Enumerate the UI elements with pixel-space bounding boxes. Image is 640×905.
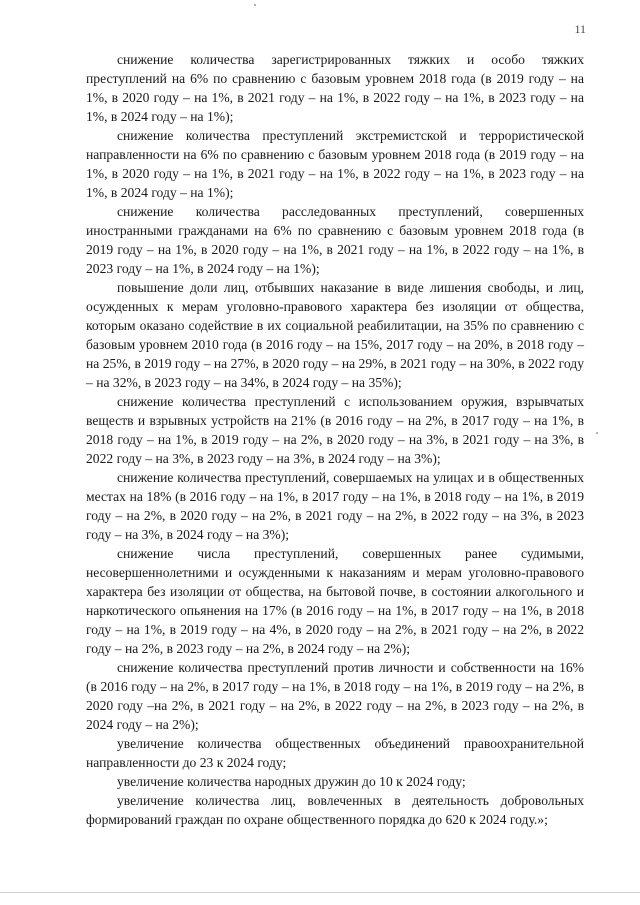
scan-speck (596, 432, 598, 434)
scan-speck (254, 4, 256, 6)
paragraph: увеличение количества лиц, вовлеченных в деятельность добровольных формирований граждан по охране общественного порядка до 620 к 2024 году.»; (86, 793, 584, 827)
paragraph: снижение количества преступлений, совершаемых на улицах и в общественных местах на 18% (в 2016 году – на 1%, в 2017 году – на 1%, в 2018 году – на 1%, в 2019 году – на 2%, в 2020 году – на 2%, в 2021 году – на 2%, в 2022 году – на 3%, в 2023 году – на 3%, в 2024 году – на 3%); (86, 470, 584, 542)
document-body (86, 50, 584, 829)
paragraph: увеличение количества общественных объединений правоохранительной направленности до 23 к 2024 году; (86, 736, 584, 770)
paragraph: снижение количества преступлений экстремистской и террористической направленности на 6% по сравнению с базовым уровнем 2018 года (в 2019 году – на 1%, в 2020 году – на 1%, в 2021 году – на 1%, в 2022 году – на 1%, в 2023 году – на 1%, в 2024 году – на 1%); (86, 128, 584, 200)
page-number: 11 (574, 22, 586, 36)
paragraph: снижение количества зарегистрированных тяжких и особо тяжких преступлений на 6% по сравнению с базовым уровнем 2018 года (в 2019 году – на 1%, в 2020 году – на 1%, в 2021 году – на 1%, в 2022 году – на 1%, в 2023 году – на 1%, в 2024 году – на 1%); (86, 52, 584, 124)
paragraph: снижение числа преступлений, совершенных ранее судимыми, несовершеннолетними и осужденными к наказаниям и мерам уголовно-правового характера без изоляции от общества, на бытовой почве, в состоянии алкогольного и наркотического опьянения на 17% (в 2016 году – на 1%, в 2017 году – на 1%, в 2018 году – на 1%, в 2019 году – на 4%, в 2020 году – на 2%, в 2021 году – на 2%, в 2022 году – на 2%, в 2023 году – на 2%, в 2024 году – на 2%); (86, 546, 584, 656)
paragraph: повышение доли лиц, отбывших наказание в виде лишения свободы, и лиц, осужденных к мерам уголовно-правового характера без изоляции от общества, которым оказано содействие в их социальной реабилитации, на 35% по сравнению с базовым уровнем 2010 года (в 2016 году – на 15%, 2017 году – на 20%, в 2018 году – на 25%, в 2019 году – на 27%, в 2020 году – на 29%, в 2021 году – на 30%, в 2022 году – на 32%, в 2023 году – на 34%, в 2024 году – на 35%); (86, 280, 584, 390)
paragraph: снижение количества преступлений с использованием оружия, взрывчатых веществ и взрывных устройств на 21% (в 2016 году – на 2%, в 2017 году – на 1%, в 2018 году – на 1%, в 2019 году – на 2%, в 2020 году – на 3%, в 2021 году – на 3%, в 2022 году – на 3%, в 2023 году – на 3%, в 2024 году – на 3%); (86, 394, 584, 466)
paragraph: снижение количества преступлений против личности и собственности на 16% (в 2016 году – на 2%, в 2017 году – на 1%, в 2018 году – на 1%, в 2019 году – на 2%, в 2020 году –на 2%, в 2021 году – на 2%, в 2022 году – на 2%, в 2023 году – на 2%, в 2024 году – на 2%); (86, 660, 584, 732)
paragraph: увеличение количества народных дружин до 10 к 2024 году; (117, 774, 466, 789)
page-bottom-edge (0, 892, 640, 893)
paragraph: снижение количества расследованных преступлений, совершенных иностранными гражданами на 6% по сравнению с базовым уровнем 2018 года (в 2019 году – на 1%, в 2020 году – на 1%, в 2021 году – на 1%, в 2022 году – на 1%, в 2023 году – на 1%, в 2024 году – на 1%); (86, 204, 584, 276)
